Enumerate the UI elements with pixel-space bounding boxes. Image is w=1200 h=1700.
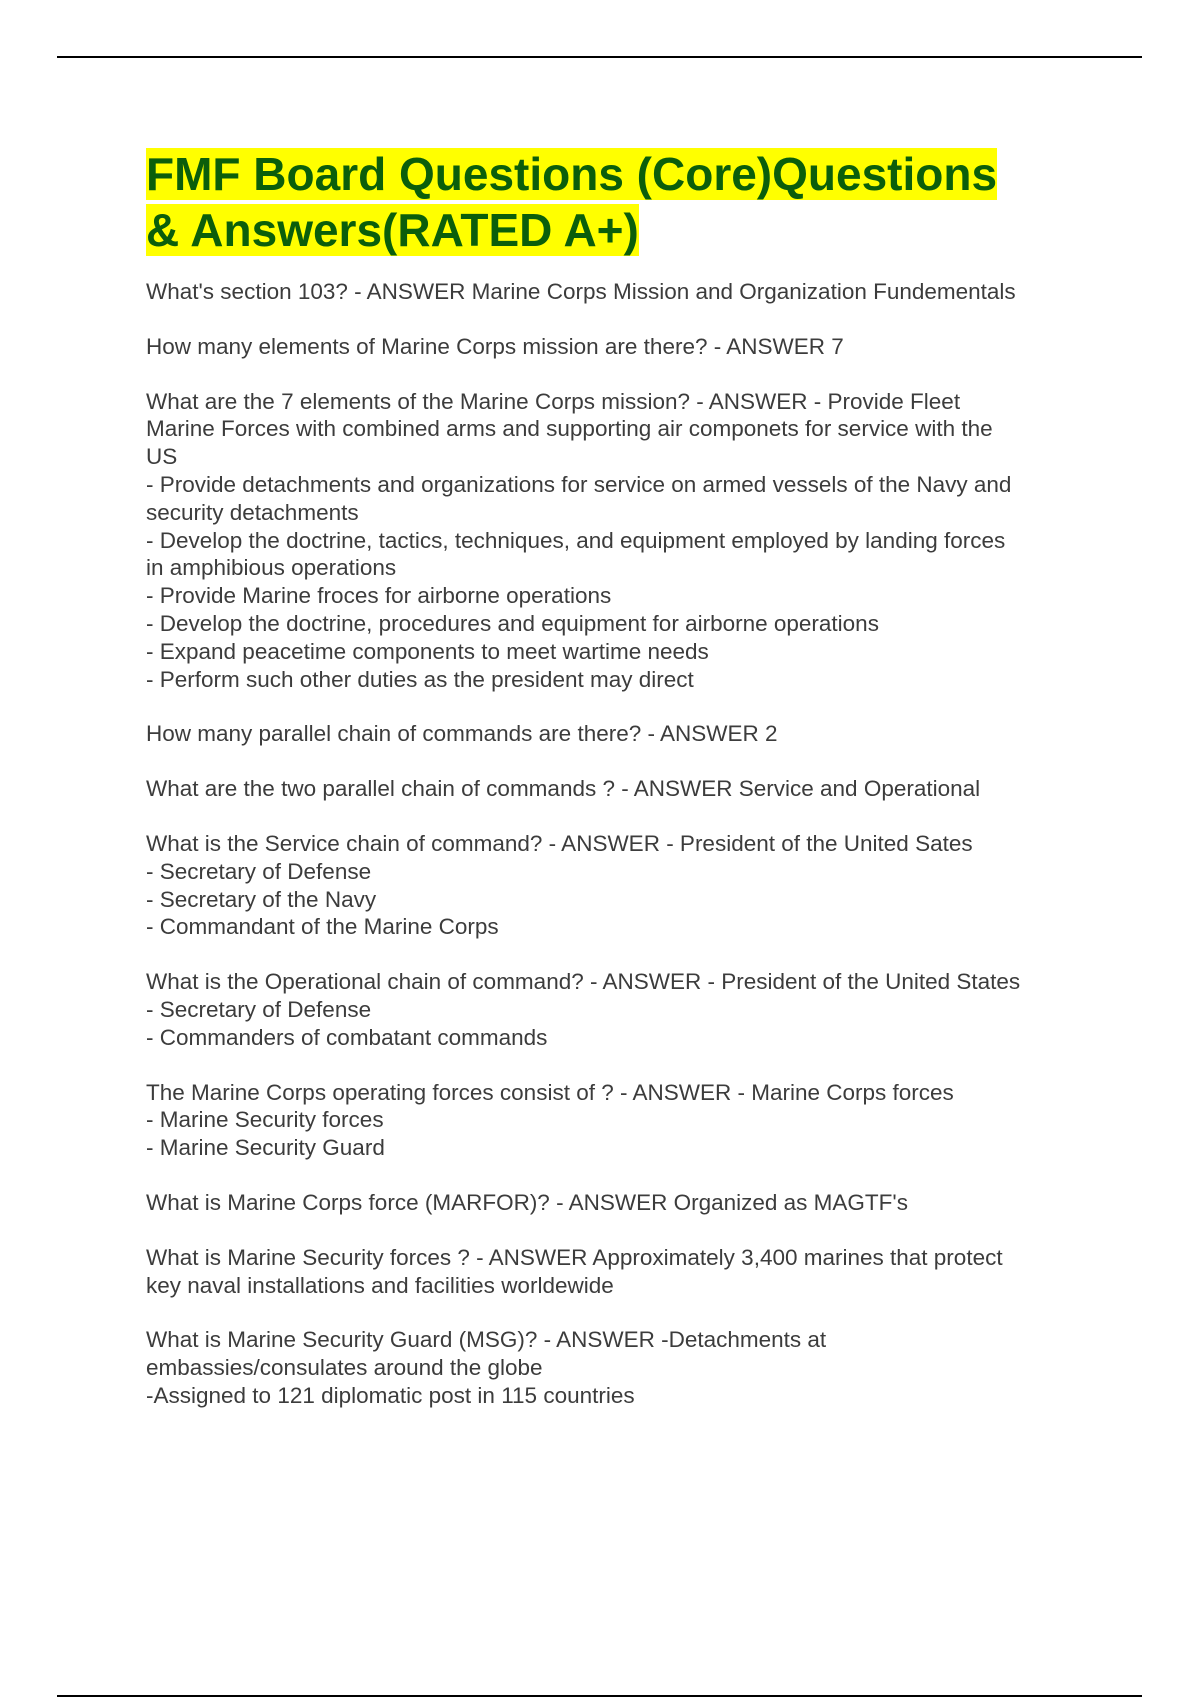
qa-item [146, 1244, 1106, 1300]
qa-line: The Marine Corps operating forces consist of ? - ANSWER - Marine Corps forces [146, 1079, 954, 1105]
qa-line: - Develop the doctrine, tactics, techniques, and equipment employed by landing forces [146, 527, 1006, 553]
qa-line: -Assigned to 121 diplomatic post in 115 countries [146, 1382, 635, 1408]
qa-line: What is Marine Security Guard (MSG)? - ANSWER -Detachments at [146, 1327, 827, 1353]
qa-list [146, 278, 1106, 1410]
document-title-line-2: & Answers(RATED A+) [146, 204, 639, 256]
qa-line: - Secretary of Defense [146, 996, 372, 1022]
qa-item [146, 1326, 1106, 1409]
qa-line: - Commandant of the Marine Corps [146, 914, 499, 940]
qa-item [146, 775, 1106, 803]
document-title [146, 146, 1106, 258]
footer-rule [57, 1695, 1142, 1697]
qa-line: - Expand peacetime components to meet wartime needs [146, 638, 709, 664]
qa-line: - Marine Security Guard [146, 1135, 385, 1161]
qa-line: What is the Operational chain of command? - ANSWER - President of the United States [146, 969, 1021, 995]
qa-line: - Marine Security forces [146, 1107, 384, 1133]
qa-line: Marine Forces with combined arms and supporting air componets for service with the [146, 416, 993, 442]
qa-item [146, 830, 1106, 941]
qa-item [146, 333, 1106, 361]
qa-line: What is the Service chain of command? - ANSWER - President of the United Sates [146, 830, 973, 856]
qa-item [146, 388, 1106, 694]
qa-item [146, 1079, 1106, 1162]
qa-line: - Secretary of the Navy [146, 886, 377, 912]
qa-item [146, 278, 1106, 306]
qa-line: How many parallel chain of commands are there? - ANSWER 2 [146, 721, 778, 747]
qa-line: What is Marine Corps force (MARFOR)? - ANSWER Organized as MAGTF's [146, 1189, 908, 1215]
qa-line: in amphibious operations [146, 555, 397, 581]
qa-line: - Secretary of Defense [146, 858, 372, 884]
qa-line: US [146, 444, 178, 470]
qa-line: What's section 103? - ANSWER Marine Corps Mission and Organization Fundementals [146, 279, 1016, 304]
qa-item [146, 968, 1106, 1051]
qa-line: - Perform such other duties as the president may direct [146, 666, 694, 692]
qa-line: key naval installations and facilities worldewide [146, 1272, 614, 1298]
document-body [146, 146, 1106, 1437]
qa-line: What are the two parallel chain of commands ? - ANSWER Service and Operational [146, 776, 981, 802]
qa-line: - Provide Marine froces for airborne operations [146, 583, 612, 609]
qa-line: security detachments [146, 499, 359, 525]
qa-line: What is Marine Security forces ? - ANSWER Approximately 3,400 marines that protect [146, 1244, 1003, 1270]
qa-line: - Provide detachments and organizations for service on armed vessels of the Navy and [146, 471, 1012, 497]
qa-line: - Develop the doctrine, procedures and equipment for airborne operations [146, 610, 879, 636]
qa-line: embassies/consulates around the globe [146, 1355, 543, 1381]
header-rule [57, 56, 1142, 58]
document-title-line-1: FMF Board Questions (Core)Questions [146, 148, 998, 200]
qa-item [146, 1189, 1106, 1217]
qa-item [146, 720, 1106, 748]
qa-line: - Commanders of combatant commands [146, 1024, 548, 1050]
qa-line: What are the 7 elements of the Marine Corps mission? - ANSWER - Provide Fleet [146, 388, 961, 414]
qa-line: How many elements of Marine Corps mission are there? - ANSWER 7 [146, 333, 844, 359]
